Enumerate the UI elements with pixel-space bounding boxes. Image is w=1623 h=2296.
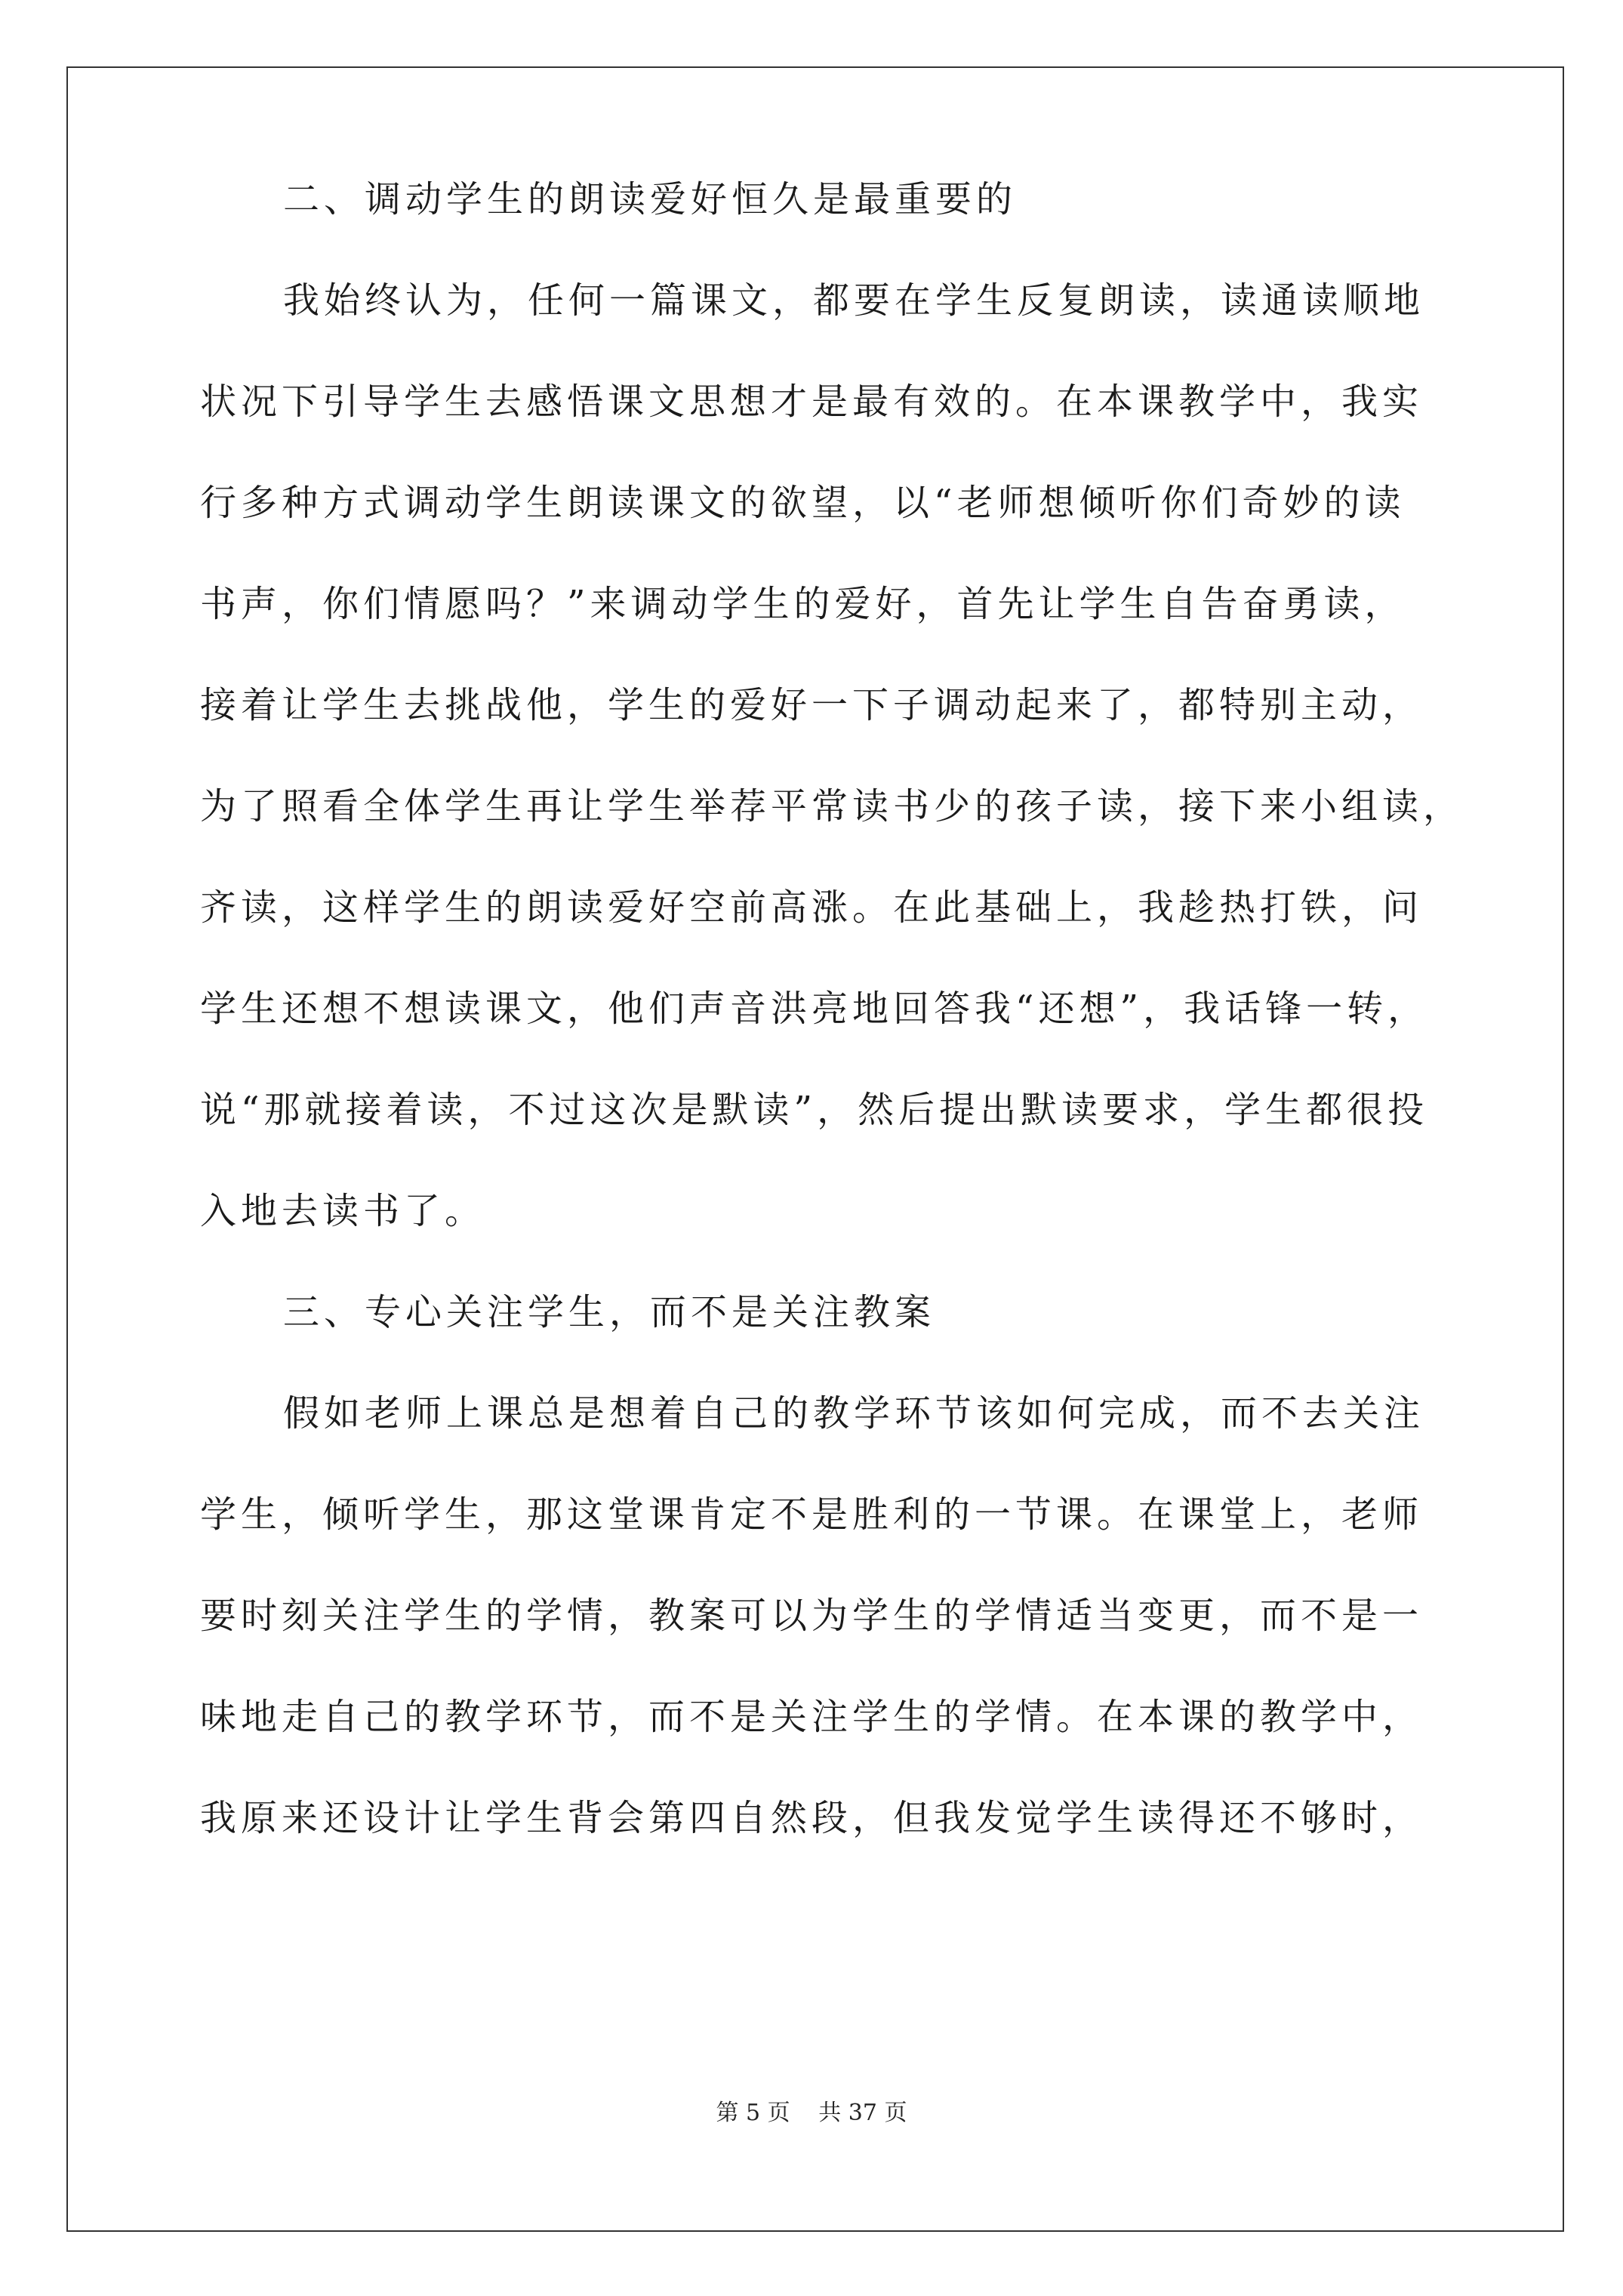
paragraph-line: 入地去读书了。 — [200, 1190, 486, 1232]
page-number-total: 共 37 页 — [818, 2100, 907, 2126]
page-number-current: 第 5 页 — [716, 2100, 790, 2126]
paragraph-line: 我始终认为，任何一篇课文，都要在学生反复朗读，读通读顺地 — [283, 279, 1425, 322]
paragraph-line: 要时刻关注学生的学情，教案可以为学生的学情适当变更，而不是一 — [200, 1595, 1424, 1637]
paragraph-line: 为了照看全体学生再让学生举荐平常读书少的孩子读，接下来小组读， — [200, 785, 1464, 827]
paragraph-line: 书声，你们情愿吗？”来调动学生的爱好，首先让学生自告奋勇读， — [200, 583, 1406, 625]
document-body — [200, 178, 1468, 1901]
paragraph-line: 假如老师上课总是想着自己的教学环节该如何完成，而不去关注 — [283, 1392, 1425, 1435]
paragraph-line: 说“那就接着读，不过这次是默读”，然后提出默读要求，学生都很投 — [200, 1089, 1429, 1131]
paragraph-line: 状况下引导学生去感悟课文思想才是最有效的。在本课教学中，我实 — [200, 381, 1424, 423]
paragraph-line: 接着让学生去挑战他，学生的爱好一下子调动起来了，都特别主动， — [200, 684, 1424, 726]
page-footer — [0, 2100, 1623, 2126]
paragraph-line: 行多种方式调动学生朗读课文的欲望，以“老师想倾听你们奇妙的读 — [200, 482, 1406, 524]
paragraph-line: 味地走自己的教学环节，而不是关注学生的学情。在本课的教学中， — [200, 1696, 1424, 1738]
paragraph-line: 学生还想不想读课文，他们声音洪亮地回答我“还想”，我话锋一转， — [200, 988, 1429, 1030]
paragraph-line: 学生，倾听学生，那这堂课肯定不是胜利的一节课。在课堂上，老师 — [200, 1493, 1424, 1536]
paragraph-line: 齐读，这样学生的朗读爱好空前高涨。在此基础上，我趁热打铁，问 — [200, 886, 1424, 929]
section-heading: 二、调动学生的朗读爱好恒久是最重要的 — [283, 178, 1018, 220]
paragraph-line: 我原来还设计让学生背会第四自然段，但我发觉学生读得还不够时， — [200, 1797, 1424, 1839]
section-heading: 三、专心关注学生，而不是关注教案 — [283, 1291, 936, 1333]
